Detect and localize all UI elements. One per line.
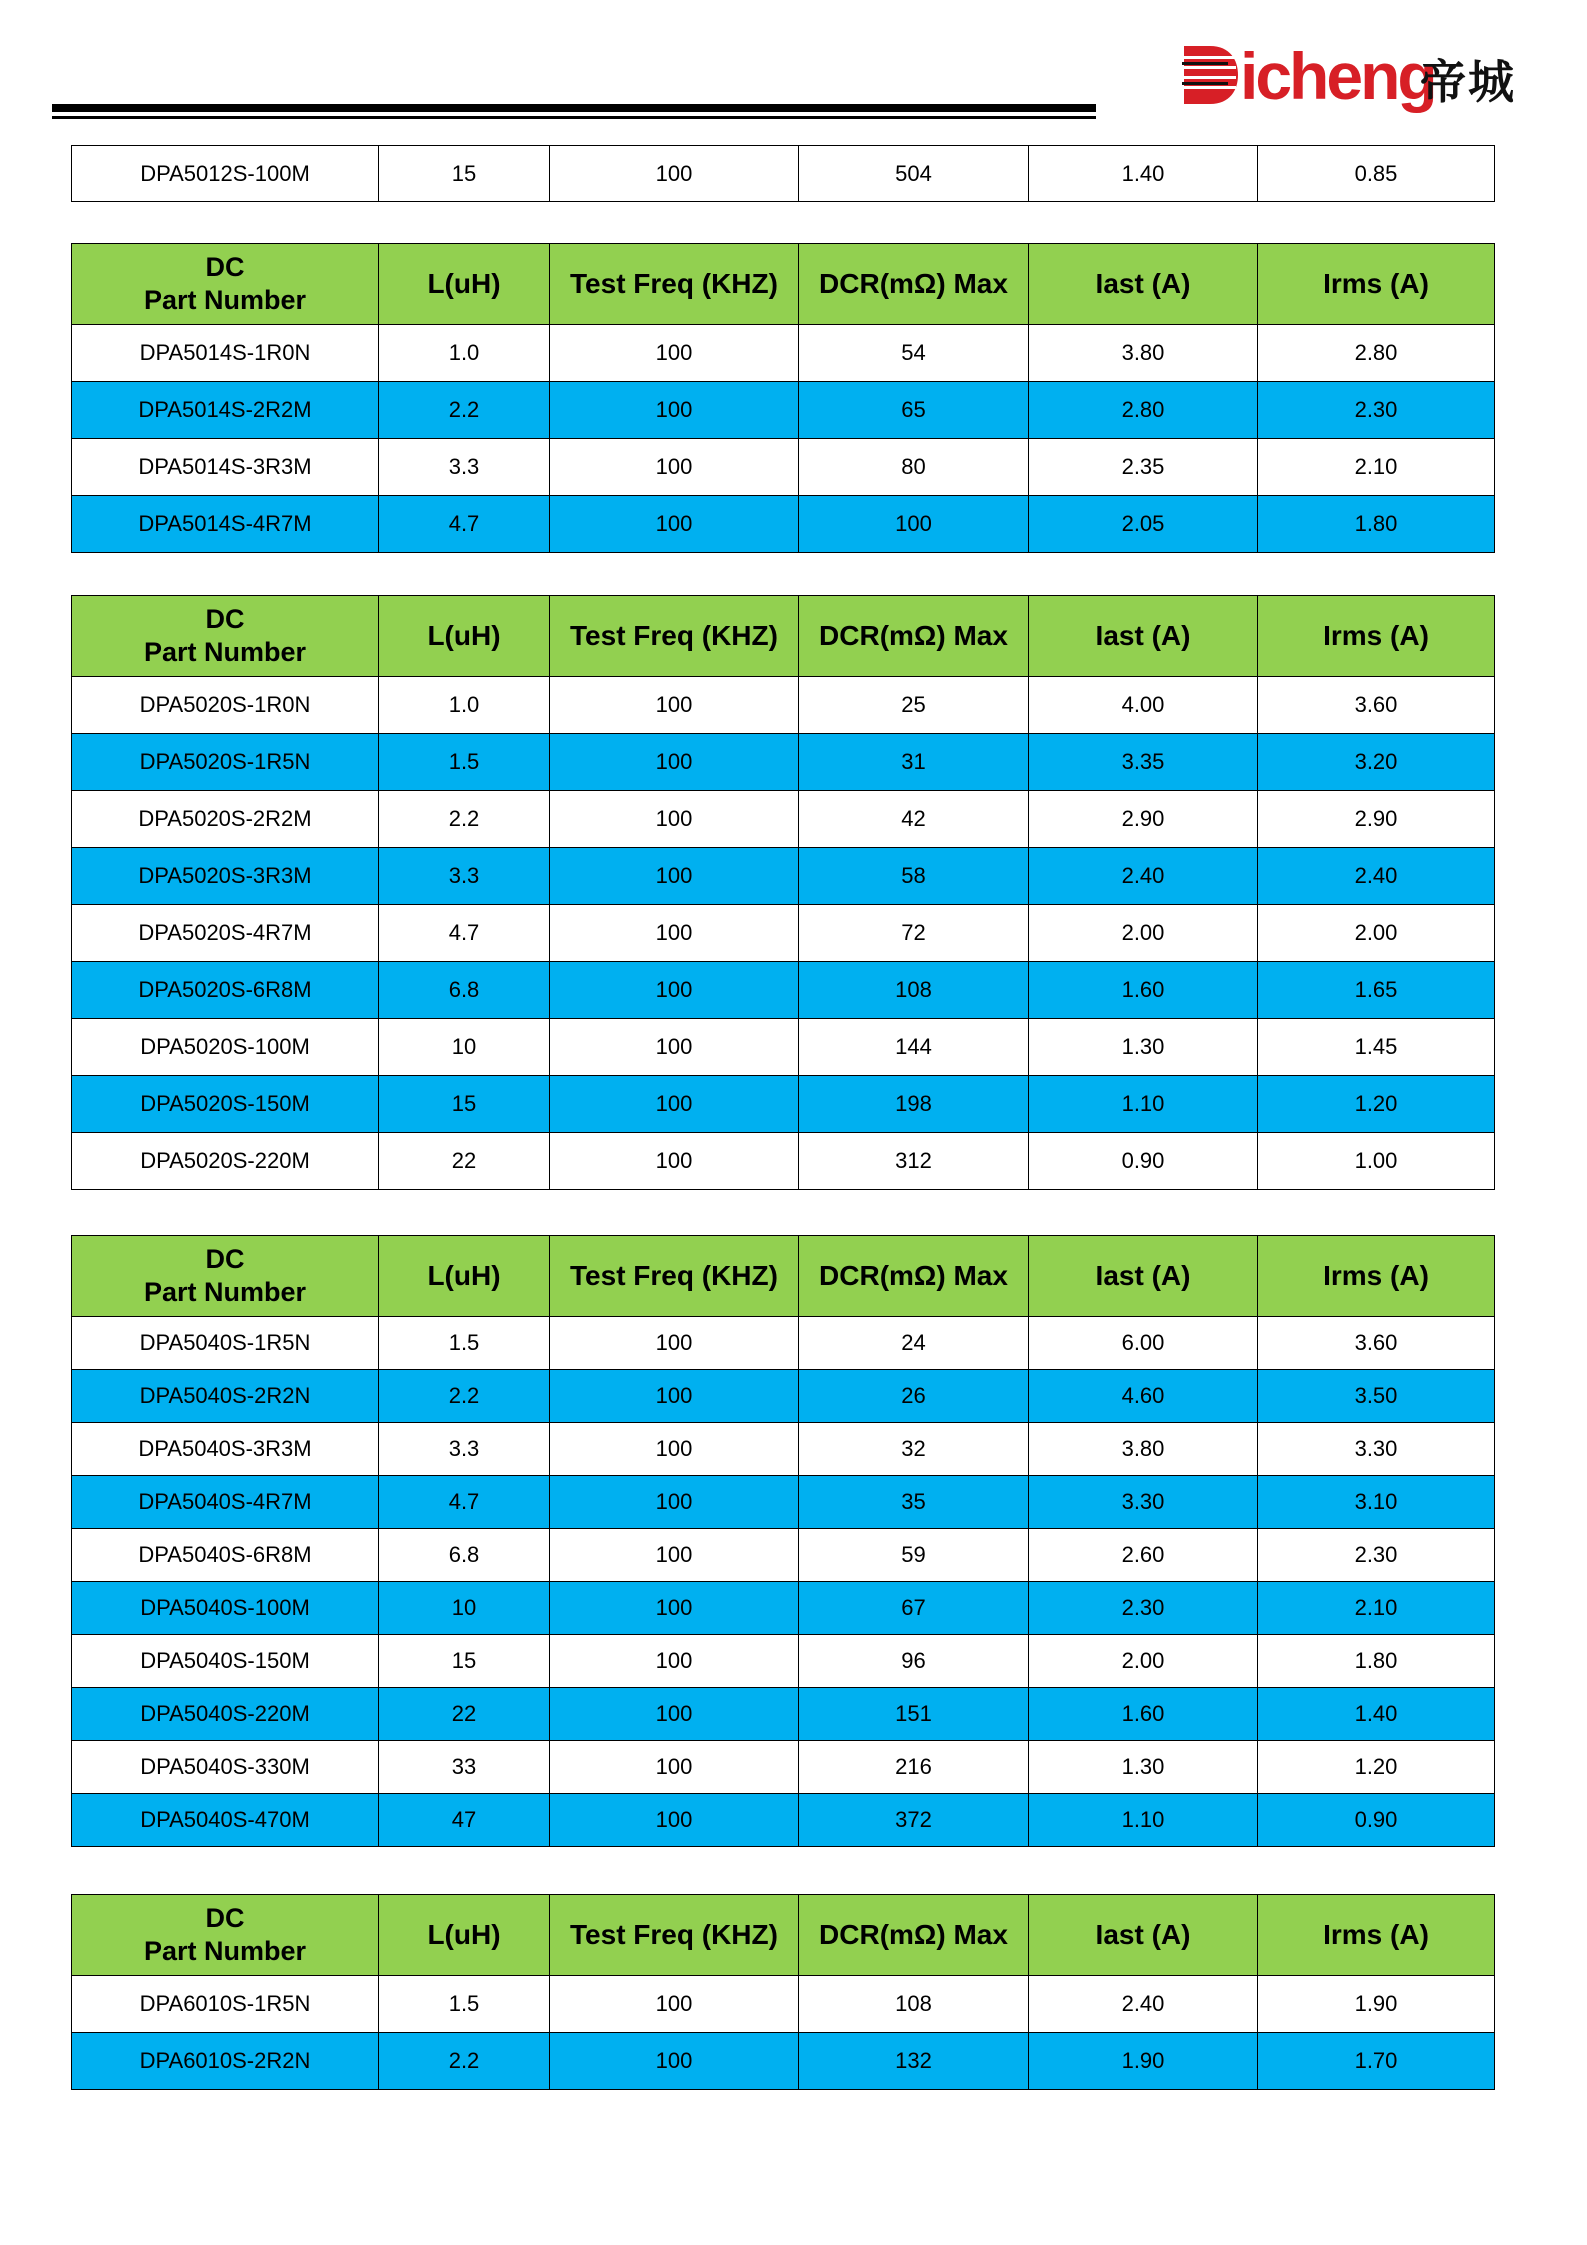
- table-body: [72, 1976, 1495, 2090]
- dcr-cell: 31: [799, 734, 1029, 791]
- header-part-number-line2: Part Number: [143, 1277, 307, 1307]
- inductance-cell: 47: [379, 1794, 550, 1847]
- isat-cell: 2.90: [1029, 791, 1258, 848]
- test-freq-cell: 100: [550, 734, 799, 791]
- inductance-cell: 10: [379, 1582, 550, 1635]
- test-freq-cell: 100: [550, 1688, 799, 1741]
- table-row: [72, 496, 1495, 553]
- dcr-cell: 132: [799, 2033, 1029, 2090]
- dcr-cell: 198: [799, 1076, 1029, 1133]
- header-isat: Iast (A): [1029, 596, 1258, 677]
- part-number-cell: DPA5040S-3R3M: [72, 1423, 379, 1476]
- test-freq-cell: 100: [550, 1019, 799, 1076]
- irms-cell: 1.20: [1258, 1741, 1495, 1794]
- header-test-freq: Test Freq (KHZ): [550, 244, 799, 325]
- part-number-cell: DPA5020S-100M: [72, 1019, 379, 1076]
- inductance-cell: 4.7: [379, 905, 550, 962]
- irms-cell: 1.00: [1258, 1133, 1495, 1190]
- dcr-cell: 65: [799, 382, 1029, 439]
- irms-cell: 3.10: [1258, 1476, 1495, 1529]
- isat-cell: 2.05: [1029, 496, 1258, 553]
- isat-cell: 3.35: [1029, 734, 1258, 791]
- table-row: [72, 962, 1495, 1019]
- dcr-cell: 108: [799, 1976, 1029, 2033]
- irms-cell: 1.65: [1258, 962, 1495, 1019]
- irms-cell: 2.00: [1258, 905, 1495, 962]
- part-number-cell: DPA5020S-4R7M: [72, 905, 379, 962]
- irms-cell: 3.50: [1258, 1370, 1495, 1423]
- table-header-row: [72, 1236, 1495, 1317]
- dcr-cell: 67: [799, 1582, 1029, 1635]
- inductance-cell: 1.0: [379, 325, 550, 382]
- dcr-cell: 59: [799, 1529, 1029, 1582]
- header-inductance: L(uH): [379, 1236, 550, 1317]
- header-rule-thick: [52, 104, 1096, 112]
- header-isat: Iast (A): [1029, 1895, 1258, 1976]
- part-number-cell: DPA6010S-1R5N: [72, 1976, 379, 2033]
- header-part-number: [72, 244, 379, 325]
- part-number-cell: DPA5040S-6R8M: [72, 1529, 379, 1582]
- inductance-cell: 22: [379, 1133, 550, 1190]
- test-freq-cell: 100: [550, 962, 799, 1019]
- dcr-cell: 24: [799, 1317, 1029, 1370]
- table-header-row: [72, 1895, 1495, 1976]
- part-number-cell: DPA6010S-2R2N: [72, 2033, 379, 2090]
- dcr-cell: 42: [799, 791, 1029, 848]
- table-row: [72, 1635, 1495, 1688]
- header-part-number-line1: DC: [205, 1903, 245, 1933]
- part-number-cell: DPA5014S-4R7M: [72, 496, 379, 553]
- test-freq-cell: 100: [550, 325, 799, 382]
- header-isat: Iast (A): [1029, 244, 1258, 325]
- header-part-number: [72, 596, 379, 677]
- spec-table-dpa5040: [71, 1235, 1495, 1847]
- inductance-cell: 4.7: [379, 1476, 550, 1529]
- continued-table: [71, 145, 1495, 202]
- dcr-cell: 108: [799, 962, 1029, 1019]
- inductance-cell: 1.5: [379, 734, 550, 791]
- dcr-cell: 80: [799, 439, 1029, 496]
- dcr-cell: 96: [799, 1635, 1029, 1688]
- header-part-number: [72, 1236, 379, 1317]
- table-body: [72, 1317, 1495, 1847]
- dcr-cell: 26: [799, 1370, 1029, 1423]
- table-row: [72, 1317, 1495, 1370]
- part-number-cell: DPA5012S-100M: [72, 146, 379, 202]
- part-number-cell: DPA5020S-1R0N: [72, 677, 379, 734]
- header-inductance: L(uH): [379, 244, 550, 325]
- table-header-row: [72, 596, 1495, 677]
- isat-cell: 4.00: [1029, 677, 1258, 734]
- isat-cell: 1.30: [1029, 1019, 1258, 1076]
- part-number-cell: DPA5020S-2R2M: [72, 791, 379, 848]
- isat-cell: 2.00: [1029, 1635, 1258, 1688]
- part-number-cell: DPA5040S-100M: [72, 1582, 379, 1635]
- header-part-number-line1: DC: [205, 604, 245, 634]
- dcr-cell: 372: [799, 1794, 1029, 1847]
- dicheng-logo: [1182, 39, 1522, 122]
- test-freq-cell: 100: [550, 1370, 799, 1423]
- inductance-cell: 15: [379, 146, 550, 202]
- isat-cell: 2.40: [1029, 1976, 1258, 2033]
- test-freq-cell: 100: [550, 791, 799, 848]
- isat-cell: 4.60: [1029, 1370, 1258, 1423]
- spec-table-dpa5014: [71, 243, 1495, 553]
- logo-wordmark: icheng: [1240, 39, 1435, 113]
- header-rule-thin: [52, 116, 1096, 119]
- isat-cell: 2.35: [1029, 439, 1258, 496]
- inductance-cell: 2.2: [379, 1370, 550, 1423]
- test-freq-cell: 100: [550, 1582, 799, 1635]
- isat-cell: 3.80: [1029, 325, 1258, 382]
- inductance-cell: 15: [379, 1635, 550, 1688]
- part-number-cell: DPA5020S-6R8M: [72, 962, 379, 1019]
- table-body: [72, 325, 1495, 553]
- table-row: [72, 1529, 1495, 1582]
- header-test-freq: Test Freq (KHZ): [550, 596, 799, 677]
- dcr-cell: 35: [799, 1476, 1029, 1529]
- dcr-cell: 144: [799, 1019, 1029, 1076]
- test-freq-cell: 100: [550, 848, 799, 905]
- spec-table-dpa5020: [71, 595, 1495, 1190]
- test-freq-cell: 100: [550, 1476, 799, 1529]
- inductance-cell: 22: [379, 1688, 550, 1741]
- part-number-cell: DPA5040S-330M: [72, 1741, 379, 1794]
- isat-cell: 1.90: [1029, 2033, 1258, 2090]
- test-freq-cell: 100: [550, 1133, 799, 1190]
- inductance-cell: 1.5: [379, 1317, 550, 1370]
- table-row: [72, 1370, 1495, 1423]
- header-part-number-line2: Part Number: [143, 637, 307, 667]
- table-row: [72, 1076, 1495, 1133]
- test-freq-cell: 100: [550, 1794, 799, 1847]
- header-part-number-line2: Part Number: [143, 1936, 307, 1966]
- irms-cell: 3.60: [1258, 677, 1495, 734]
- part-number-cell: DPA5020S-3R3M: [72, 848, 379, 905]
- part-number-cell: DPA5040S-2R2N: [72, 1370, 379, 1423]
- table-row: [72, 1133, 1495, 1190]
- header-part-number-line1: DC: [205, 252, 245, 282]
- table-body: [72, 677, 1495, 1190]
- dcr-cell: 216: [799, 1741, 1029, 1794]
- table-row: [72, 1476, 1495, 1529]
- dcr-cell: 151: [799, 1688, 1029, 1741]
- irms-cell: 1.70: [1258, 2033, 1495, 2090]
- table-row: [72, 2033, 1495, 2090]
- table-row: [72, 905, 1495, 962]
- isat-cell: 1.10: [1029, 1794, 1258, 1847]
- logo-chinese-name: 帝城: [1420, 55, 1516, 109]
- irms-cell: 2.80: [1258, 325, 1495, 382]
- irms-cell: 2.10: [1258, 1582, 1495, 1635]
- inductance-cell: 6.8: [379, 962, 550, 1019]
- isat-cell: 2.80: [1029, 382, 1258, 439]
- test-freq-cell: 100: [550, 382, 799, 439]
- isat-cell: 1.60: [1029, 1688, 1258, 1741]
- dcr-cell: 25: [799, 677, 1029, 734]
- part-number-cell: DPA5040S-470M: [72, 1794, 379, 1847]
- dcr-cell: 54: [799, 325, 1029, 382]
- inductance-cell: 6.8: [379, 1529, 550, 1582]
- header-inductance: L(uH): [379, 596, 550, 677]
- dcr-cell: 312: [799, 1133, 1029, 1190]
- table-row: [72, 1794, 1495, 1847]
- irms-cell: 1.40: [1258, 1688, 1495, 1741]
- test-freq-cell: 100: [550, 905, 799, 962]
- inductance-cell: 4.7: [379, 496, 550, 553]
- header-irms: Irms (A): [1258, 1236, 1495, 1317]
- test-freq-cell: 100: [550, 439, 799, 496]
- table-header-row: [72, 244, 1495, 325]
- inductance-cell: 3.3: [379, 439, 550, 496]
- isat-cell: 0.90: [1029, 1133, 1258, 1190]
- inductance-cell: 33: [379, 1741, 550, 1794]
- isat-cell: 6.00: [1029, 1317, 1258, 1370]
- header-test-freq: Test Freq (KHZ): [550, 1236, 799, 1317]
- test-freq-cell: 100: [550, 146, 799, 202]
- dcr-cell: 504: [799, 146, 1029, 202]
- isat-cell: 2.60: [1029, 1529, 1258, 1582]
- irms-cell: 0.90: [1258, 1794, 1495, 1847]
- part-number-cell: DPA5014S-3R3M: [72, 439, 379, 496]
- table-row: [72, 734, 1495, 791]
- header-dcr: DCR(mΩ) Max: [799, 1236, 1029, 1317]
- table-row: [72, 1976, 1495, 2033]
- irms-cell: 2.30: [1258, 382, 1495, 439]
- header-isat: Iast (A): [1029, 1236, 1258, 1317]
- inductance-cell: 10: [379, 1019, 550, 1076]
- dcr-cell: 58: [799, 848, 1029, 905]
- header-dcr: DCR(mΩ) Max: [799, 596, 1029, 677]
- irms-cell: 3.30: [1258, 1423, 1495, 1476]
- inductance-cell: 2.2: [379, 2033, 550, 2090]
- test-freq-cell: 100: [550, 1741, 799, 1794]
- irms-cell: 2.10: [1258, 439, 1495, 496]
- table-row: [72, 1019, 1495, 1076]
- table-row: [72, 382, 1495, 439]
- part-number-cell: DPA5040S-220M: [72, 1688, 379, 1741]
- part-number-cell: DPA5020S-220M: [72, 1133, 379, 1190]
- header-irms: Irms (A): [1258, 244, 1495, 325]
- dcr-cell: 72: [799, 905, 1029, 962]
- inductance-cell: 2.2: [379, 382, 550, 439]
- irms-cell: 2.30: [1258, 1529, 1495, 1582]
- test-freq-cell: 100: [550, 677, 799, 734]
- isat-cell: 3.30: [1029, 1476, 1258, 1529]
- part-number-cell: DPA5040S-4R7M: [72, 1476, 379, 1529]
- table-row: [72, 848, 1495, 905]
- table-row: [72, 1582, 1495, 1635]
- table-row: [72, 677, 1495, 734]
- irms-cell: 2.40: [1258, 848, 1495, 905]
- inductance-cell: 3.3: [379, 848, 550, 905]
- header-part-number: [72, 1895, 379, 1976]
- part-number-cell: DPA5020S-1R5N: [72, 734, 379, 791]
- header-part-number-line1: DC: [205, 1244, 245, 1274]
- test-freq-cell: 100: [550, 2033, 799, 2090]
- header-part-number-line2: Part Number: [143, 285, 307, 315]
- table-row: [72, 1423, 1495, 1476]
- part-number-cell: DPA5020S-150M: [72, 1076, 379, 1133]
- inductance-cell: 2.2: [379, 791, 550, 848]
- part-number-cell: DPA5040S-1R5N: [72, 1317, 379, 1370]
- irms-cell: 1.20: [1258, 1076, 1495, 1133]
- irms-cell: 1.45: [1258, 1019, 1495, 1076]
- test-freq-cell: 100: [550, 1317, 799, 1370]
- irms-cell: 3.20: [1258, 734, 1495, 791]
- header-irms: Irms (A): [1258, 596, 1495, 677]
- inductance-cell: 15: [379, 1076, 550, 1133]
- test-freq-cell: 100: [550, 1076, 799, 1133]
- irms-cell: 1.80: [1258, 496, 1495, 553]
- isat-cell: 1.10: [1029, 1076, 1258, 1133]
- irms-cell: 0.85: [1258, 146, 1495, 202]
- table-row: [72, 325, 1495, 382]
- spec-table-dpa6010: [71, 1894, 1495, 2090]
- isat-cell: 1.30: [1029, 1741, 1258, 1794]
- inductance-cell: 3.3: [379, 1423, 550, 1476]
- test-freq-cell: 100: [550, 496, 799, 553]
- isat-cell: 2.40: [1029, 848, 1258, 905]
- test-freq-cell: 100: [550, 1976, 799, 2033]
- isat-cell: 1.40: [1029, 146, 1258, 202]
- part-number-cell: DPA5014S-2R2M: [72, 382, 379, 439]
- irms-cell: 1.80: [1258, 1635, 1495, 1688]
- header-irms: Irms (A): [1258, 1895, 1495, 1976]
- isat-cell: 2.00: [1029, 905, 1258, 962]
- continued-table-body: [72, 146, 1495, 202]
- isat-cell: 3.80: [1029, 1423, 1258, 1476]
- irms-cell: 1.90: [1258, 1976, 1495, 2033]
- logo-d-mark-icon: [1182, 42, 1240, 108]
- table-row: [72, 791, 1495, 848]
- table-row: [72, 1741, 1495, 1794]
- part-number-cell: DPA5040S-150M: [72, 1635, 379, 1688]
- inductance-cell: 1.0: [379, 677, 550, 734]
- part-number-cell: DPA5014S-1R0N: [72, 325, 379, 382]
- test-freq-cell: 100: [550, 1423, 799, 1476]
- isat-cell: 1.60: [1029, 962, 1258, 1019]
- dcr-cell: 100: [799, 496, 1029, 553]
- isat-cell: 2.30: [1029, 1582, 1258, 1635]
- table-row: [72, 146, 1495, 202]
- test-freq-cell: 100: [550, 1529, 799, 1582]
- header-inductance: L(uH): [379, 1895, 550, 1976]
- irms-cell: 2.90: [1258, 791, 1495, 848]
- header-dcr: DCR(mΩ) Max: [799, 244, 1029, 325]
- inductance-cell: 1.5: [379, 1976, 550, 2033]
- test-freq-cell: 100: [550, 1635, 799, 1688]
- irms-cell: 3.60: [1258, 1317, 1495, 1370]
- dcr-cell: 32: [799, 1423, 1029, 1476]
- table-row: [72, 439, 1495, 496]
- header-dcr: DCR(mΩ) Max: [799, 1895, 1029, 1976]
- header-test-freq: Test Freq (KHZ): [550, 1895, 799, 1976]
- table-row: [72, 1688, 1495, 1741]
